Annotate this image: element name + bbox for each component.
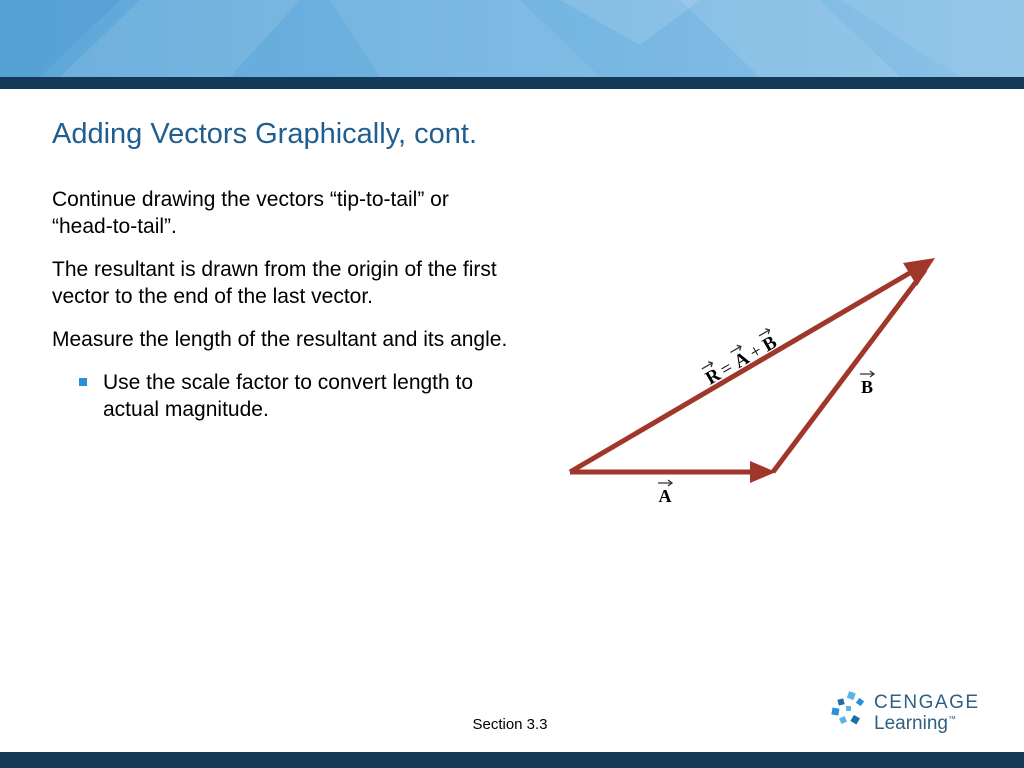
vector-a-arrow: [570, 461, 776, 483]
header-rule: [0, 77, 1024, 89]
footer-rule: [0, 752, 1024, 768]
logo-learning-text: Learning: [874, 713, 948, 734]
vector-b-arrow: [773, 270, 925, 472]
label-b: [860, 371, 874, 397]
cengage-logo: [830, 690, 990, 740]
paragraph-resultant: The resultant is drawn from the origin of the first vector to the end of the last vector.: [52, 258, 497, 308]
logo-wordmark-cengage: CENGAGE: [874, 692, 980, 713]
header-band: [0, 0, 1024, 77]
square-bullet-icon: [79, 378, 87, 386]
vector-triangle: [555, 245, 955, 515]
bullet-text: Use the scale factor to convert length to actual magnitude.: [103, 371, 474, 421]
label-r-b-text: B: [759, 331, 781, 357]
vector-r-arrow: [570, 258, 935, 472]
label-b-text: B: [860, 377, 874, 397]
vector-diagram: [555, 245, 955, 515]
slide-title: Adding Vectors Graphically, cont.: [52, 118, 478, 150]
slide-body: [52, 186, 512, 423]
paragraph-tip-to-tail: Continue drawing the vectors “tip-to-tail” or “head-to-tail”.: [52, 188, 449, 238]
label-r-text: R: [702, 364, 725, 390]
label-a-text: A: [658, 486, 672, 506]
paragraph-measure: Measure the length of the resultant and its angle.: [52, 328, 508, 351]
bullet-item: [52, 369, 512, 423]
label-a: [658, 480, 672, 506]
cengage-mark-icon: [830, 690, 870, 730]
footer-section-label: Section 3.3: [472, 716, 548, 733]
label-plus-text: +: [746, 340, 766, 364]
logo-trademark: ™: [947, 714, 956, 724]
logo-wordmark-learning: [874, 713, 956, 735]
label-r-a-text: A: [730, 347, 753, 373]
label-equals-text: =: [716, 357, 737, 381]
header-decoration: [0, 0, 1024, 77]
